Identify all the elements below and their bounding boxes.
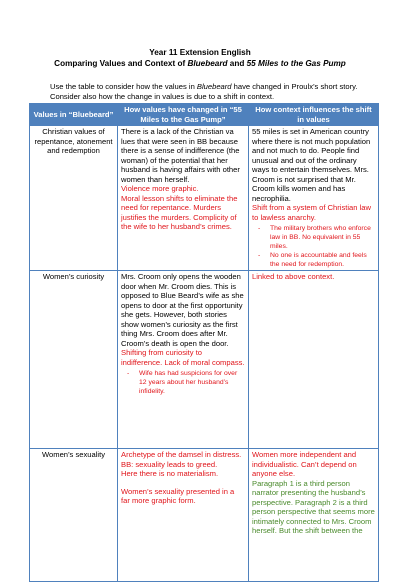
document-title: Year 11 Extension English [149, 48, 251, 57]
table-row [30, 126, 379, 271]
instructions-line-1-suffix: have changed in Proulx’s short story. [231, 82, 358, 91]
list-item-text: The military brothers who enforce law in BB. No equivalent in 55 miles. [270, 225, 371, 250]
instructions-line-2: Consider also how the change in values is due to a shift in context. [50, 92, 275, 101]
table-header-row [30, 104, 379, 126]
change-note: Moral lesson shifts to eliminate the need for repentance. Murders justifies the murders. Complicity of the wife to her husband’s crimes. [121, 193, 238, 231]
context-perspective-note: Paragraph 1 is a third person narrator presenting the husband’s perspective. Paragraph 2 is a third person perspective that seems more intimately connected to Mrs. Croom herself. But the shift between the [252, 478, 375, 535]
change-note: Shifting from curiosity to indifference. Lack of moral compass. [121, 348, 245, 367]
instructions-line-1-italic: Bluebeard [196, 82, 232, 91]
list-item: - No one is accountable and feels the need for redemption. [258, 252, 367, 268]
change-note: Archetype of the damsel in distress. [121, 450, 242, 459]
subtitle-and: and [227, 59, 247, 68]
change-cell [118, 271, 249, 449]
header-how-values-changed: How values have changed in “55 Miles to the Gas Pump” [118, 104, 249, 126]
context-cell [249, 126, 379, 271]
change-text: There is a lack of the Christian va lues that were seen in BB because there is a sense of indifference (the woman) of the potential that her husband is having affairs with other women than herself. [121, 127, 240, 184]
change-cell [118, 449, 249, 582]
context-note: Women more independent and individualistic. Can’t depend on anyone else. [252, 450, 357, 478]
comparison-table [29, 103, 379, 582]
context-cell [249, 271, 379, 449]
subtitle-prefix: Comparing Values and Context of [54, 59, 188, 68]
change-cell [118, 126, 249, 271]
context-text: 55 miles is set in American country where there is not much population and not much to do. People find unusual and out of the ordinary ways to entertain themselves. Mrs. Croom is not surprised that Mr. Croom kills women and has necrophilia. [252, 127, 371, 203]
change-note: BB: sexuality leads to greed. [121, 459, 218, 469]
context-note: Linked to above context. [252, 272, 335, 281]
change-note: Violence more graphic. [121, 184, 199, 193]
context-bullet-list [252, 224, 375, 269]
instructions-line-1-prefix: Use the table to consider how the values in [50, 82, 197, 91]
header-context-influence: How context influences the shift in values [249, 104, 379, 126]
instructions-line-1 [50, 82, 380, 92]
document-subtitle [0, 58, 400, 69]
table-row [30, 449, 379, 582]
subtitle-work-bluebeard: Bluebeard [187, 59, 228, 68]
value-cell: Women’s sexuality [30, 449, 118, 582]
header-values-in-bluebeard: Values in “Bluebeard” [30, 104, 118, 126]
change-note: Women’s sexuality presented in a far more graphic form. [121, 486, 235, 505]
list-item-text: Wife has had suspicions for over 12 years about her husband’s infidelity. [139, 370, 238, 395]
change-note: Here there is no materialism. [121, 469, 219, 478]
table-row [30, 271, 379, 449]
context-cell [249, 449, 379, 582]
instructions [50, 82, 380, 102]
list-item: - The military brothers who enforce law in BB. No equivalent in 55 miles. [258, 225, 371, 250]
change-bullet-list [121, 369, 245, 396]
change-text: Mrs. Croom only opens the wooden door when Mr. Croom dies. This is opposed to Blue Beard’s wife as she opens to door at the first opportunity she gets. However, both stories show women’s curiosity as the first thing Mrs. Croom does after Mr. Croom’s death is open the door. [121, 272, 244, 348]
list-item: - Wife has had suspicions for over 12 years about her husband’s infidelity. [127, 370, 238, 395]
subtitle-work-55-miles: 55 Miles to the Gas Pump [246, 59, 346, 68]
list-item-text: No one is accountable and feels the need for redemption. [270, 252, 367, 268]
value-cell: Christian values of repentance, atonement and redemption [30, 126, 118, 271]
context-note: Shift from a system of Christian law to lawless anarchy. [252, 203, 372, 222]
value-cell: Women’s curiosity [30, 271, 118, 449]
